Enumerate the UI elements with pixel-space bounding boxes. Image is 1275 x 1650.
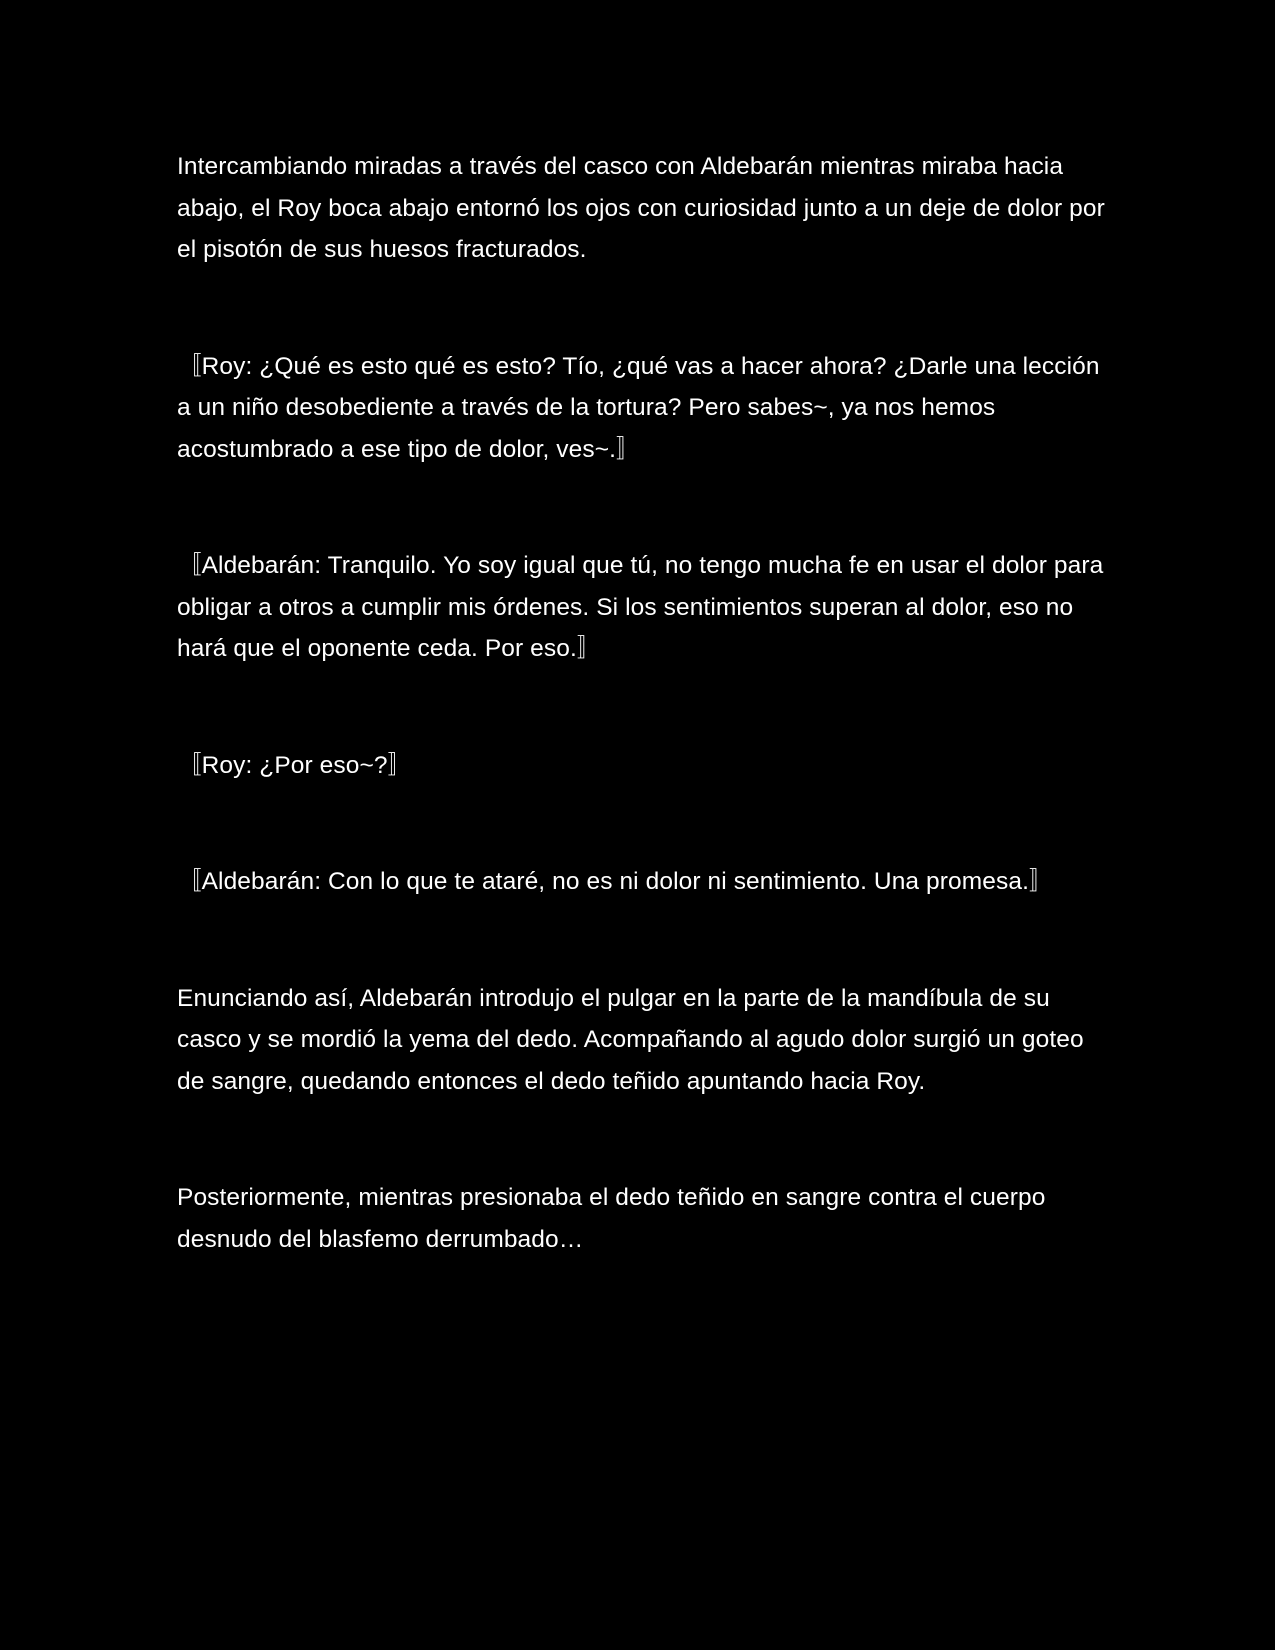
narration-paragraph-2: Enunciando así, Aldebarán introdujo el pulgar en la parte de la mandíbula de su casco y se mordió la yema del dedo. Acompañando al agudo dolor surgió un goteo de sangre, quedando entonces el dedo teñido apuntando hacia Roy. xyxy=(177,984,1091,1095)
dialogue-roy-2: 〚Roy: ¿Por eso~?〛 xyxy=(177,751,413,779)
dialogue-roy-1: 〚Roy: ¿Qué es esto qué es esto? Tío, ¿qué vas a hacer ahora? ¿Darle una lección a un niño desobediente a través de la tortura? Pero sabes~, ya nos hemos acostumbrado a ese tipo de dolor, ves~.〛 xyxy=(177,352,1107,463)
document-body xyxy=(177,146,1112,1335)
dialogue-aldebaran-2: 〚Aldebarán: Con lo que te ataré, no es ni dolor ni sentimiento. Una promesa.〛 xyxy=(177,868,1054,895)
narration-paragraph-3: Posteriormente, mientras presionaba el dedo teñido en sangre contra el cuerpo desnudo del blasfemo derrumbado… xyxy=(177,1184,1053,1253)
dialogue-aldebaran-1: 〚Aldebarán: Tranquilo. Yo soy igual que tú, no tengo mucha fe en usar el dolor para obligar a otros a cumplir mis órdenes. Si los sentimientos superan al dolor, eso no hará que el oponente ceda. Por eso.〛 xyxy=(177,552,1111,662)
narration-paragraph-1: Intercambiando miradas a través del casco con Aldebarán mientras miraba hacia abajo, el Roy boca abajo entornó los ojos con curiosidad junto a un deje de dolor por el pisotón de sus huesos fracturados. xyxy=(177,153,1112,263)
